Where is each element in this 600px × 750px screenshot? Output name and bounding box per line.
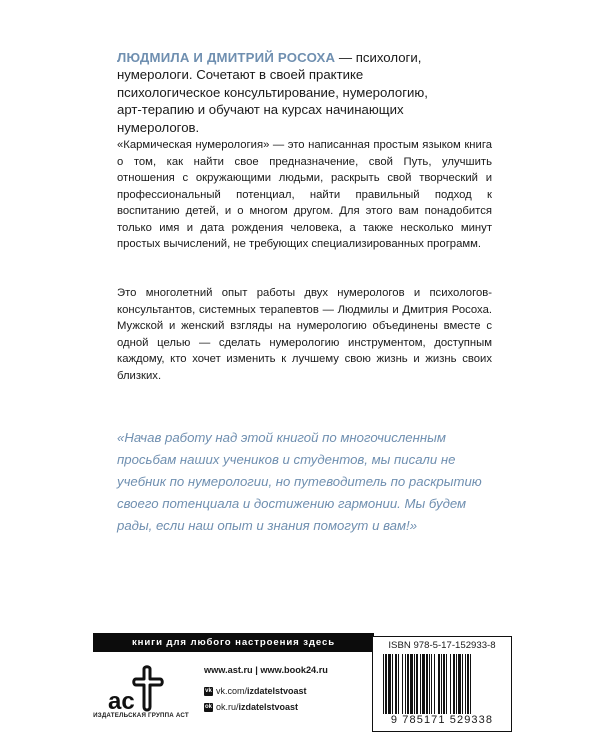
vk-icon: vk (205, 687, 212, 694)
website-links[interactable]: www.ast.ru | www.book24.ru (204, 665, 328, 675)
barcode-panel (372, 636, 512, 732)
social-handle: izdatelstvoast (247, 686, 307, 696)
barcode-bar (429, 654, 430, 714)
logo-lettering: ac (108, 688, 135, 715)
social-handle: izdatelstvoast (238, 702, 299, 712)
barcode-bar (426, 654, 428, 714)
social-prefix: vk.com/ (216, 686, 248, 696)
description-paragraph-1: «Кармическая нумерология» — это написанная простым языком книга о том, как найти свое предназначение, свой Путь, улучшить отношения с окружающими людьми, раскрыть свой творческий и профессиональный потенциал, найти правильный подход к воспитанию детей, и о многом другом. Для этого вам понадобится только имя и дата рождения человека, а также несколько минут простых вычислений, не требующих специализированных программ. (117, 139, 492, 250)
author-description: — психологи, нумерологи. Сочетают в своей практике психологическое консультирование, нумерологию, арт-терапию и обучают на курсах начинающих нумерологов. (117, 50, 428, 135)
barcode-bar (438, 654, 440, 714)
barcode-bar (470, 654, 471, 714)
barcode-bar (395, 654, 397, 714)
barcode-bar (405, 654, 406, 714)
barcode-bar (467, 654, 469, 714)
ok-icon: ok (204, 703, 212, 710)
barcode-bar (398, 654, 399, 714)
barcode-bar (453, 654, 455, 714)
barcode-bar (385, 654, 387, 714)
barcode-number: 9 785171 529338 (390, 714, 494, 726)
publisher-name: ИЗДАТЕЛЬСКАЯ ГРУППА АСТ (93, 712, 189, 719)
barcode-bar (431, 654, 432, 714)
barcode-bar (458, 654, 461, 714)
social-prefix: ok.ru/ (216, 702, 239, 712)
barcode-bar (456, 654, 457, 714)
description-paragraph-2: Это многолетний опыт работы двух нумерологов и психологов-консультантов, системных терапевтов — Людмилы и Дмитрия Росоха. Мужской и женский взгляды на нумерологию объединены вместе с одной целью — сделать нумерологию инструментом, доступным каждому, кто хочет изменить к лучшему свою жизнь и жизнь своих близких. (117, 287, 492, 382)
barcode-bar (392, 654, 393, 714)
barcode-bar (422, 654, 425, 714)
social-link-ok[interactable] (204, 700, 307, 714)
social-link-vk[interactable] (204, 684, 307, 698)
barcode-bar (434, 654, 435, 714)
barcode-icon (383, 654, 501, 714)
author-names: ЛЮДМИЛА И ДМИТРИЙ РОСОХА (117, 50, 336, 65)
barcode-bar (414, 654, 415, 714)
barcode-bar (462, 654, 463, 714)
barcode-bar (465, 654, 466, 714)
barcode-bar (420, 654, 421, 714)
barcode-bar (383, 654, 384, 714)
publisher-tagline: книги для любого настроения здесь (93, 633, 374, 652)
barcode-bar (441, 654, 442, 714)
barcode-bar (416, 654, 418, 714)
barcode-bar (402, 654, 403, 714)
barcode-bar (410, 654, 413, 714)
barcode-bar (407, 654, 409, 714)
barcode-bar (450, 654, 451, 714)
barcode-bar (388, 654, 391, 714)
authors-quote: «Начав работу над этой книгой по многочисленным просьбам наших учеников и студентов, мы писали не учебник по нумерологии, но путеводитель по раскрытию своего потенциала и достижению гармонии. Мы будем рады, если наш опыт и знания помогут и вам!» (117, 430, 482, 533)
isbn-label: ISBN 978-5-17-152933-8 (388, 640, 496, 651)
barcode-bar (446, 654, 447, 714)
social-links (204, 684, 307, 716)
barcode-bar (443, 654, 445, 714)
authors-bio (117, 49, 447, 136)
